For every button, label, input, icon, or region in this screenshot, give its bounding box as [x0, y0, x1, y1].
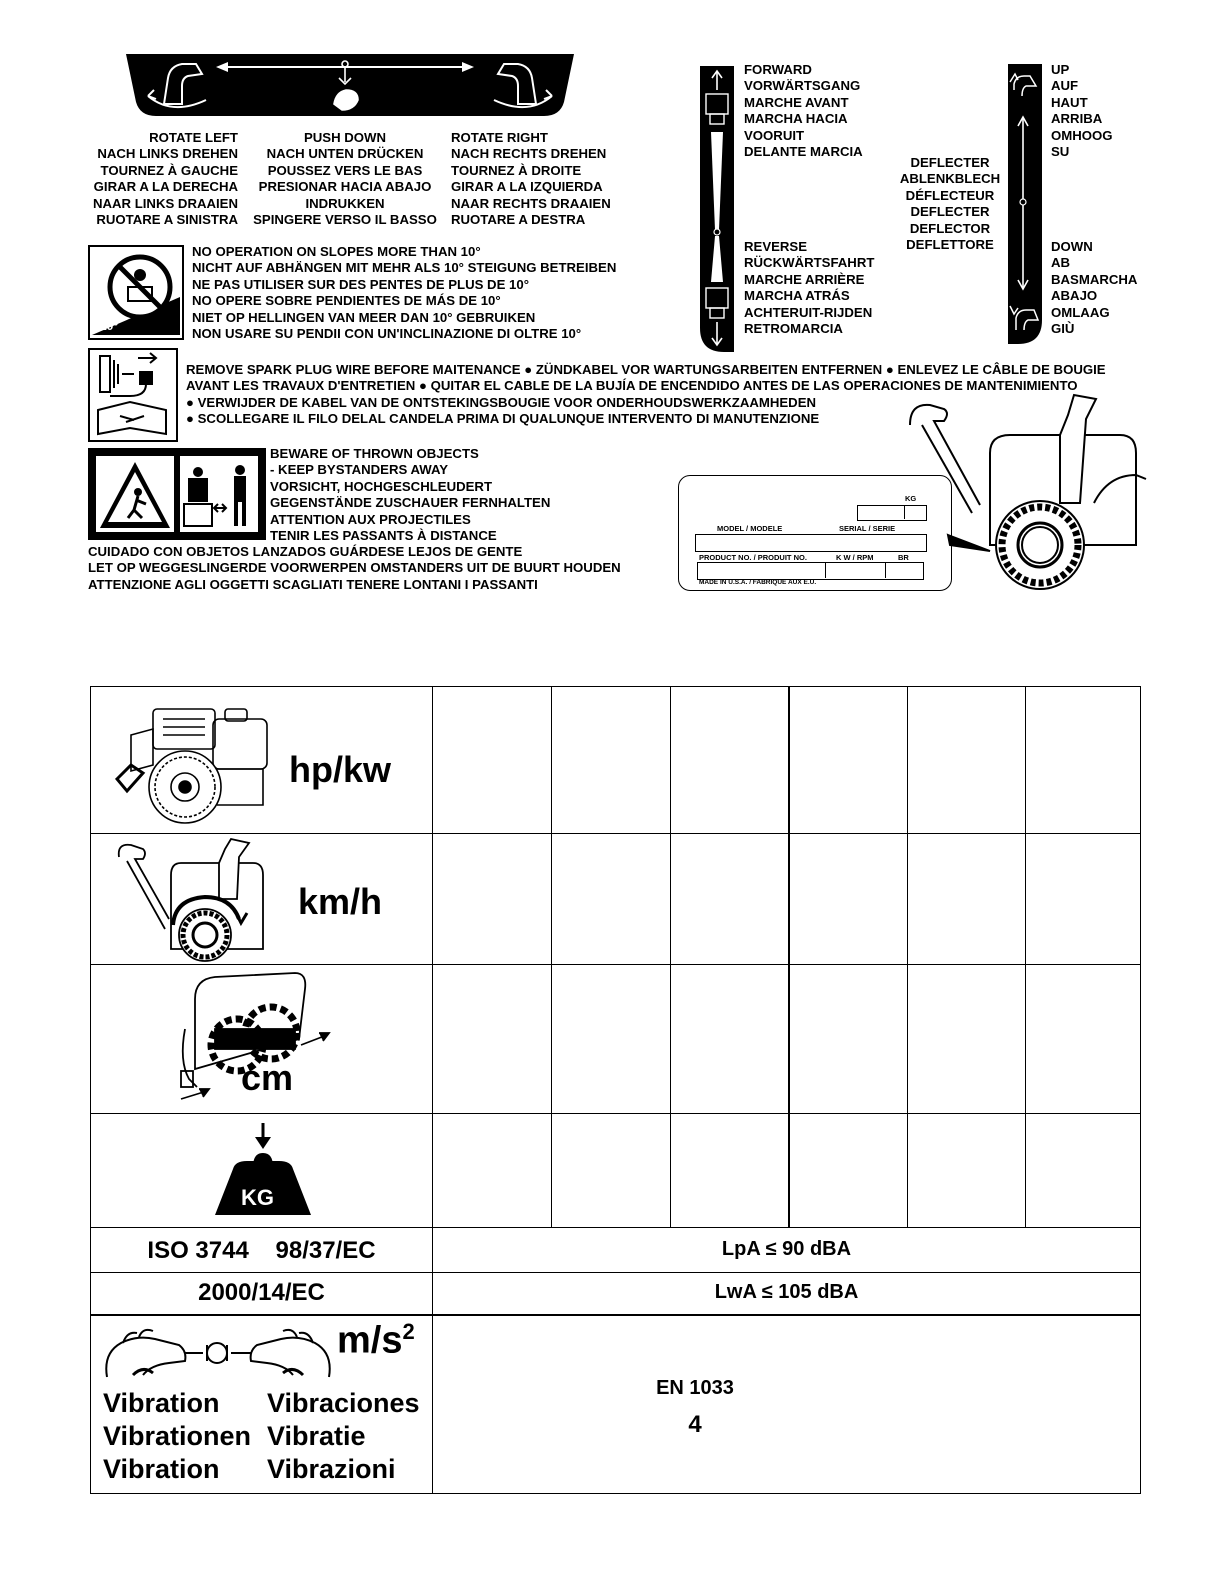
vibration-standard: EN 1033 — [656, 1377, 734, 1399]
slope-warning-text: NO OPERATION ON SLOPES MORE THAN 10° NICHT AUF ABHÄNGEN MIT MEHR ALS 10° STEIGUNG BETREIBEN NE PAS UTILISER SUR DES PENTES DE PLUS DE 10° NO OPERE SOBRE PENDIENTES DE MÁS DE 10° NIET OP HELLINGEN VAN MEER DAN 10° GEBRUIKEN NON USARE SU PENDII CON UN'INCLINAZIONE DI OLTRE 10° — [192, 244, 617, 342]
snowblower-drawing — [900, 395, 1150, 595]
deflector-down-labels: DOWN AB BASMARCHA ABAJO OMLAAG GIÙ — [1051, 239, 1138, 337]
nameplate: KG MODEL / MODELE SERIAL / SERIE PRODUCT NO. / PRODUIT NO. K W / RPM BR MADE IN U.S.A. / FABRIQUE AUX E.U. — [678, 475, 952, 591]
vibration-labels-left: Vibration Vibrationen Vibration — [103, 1388, 252, 1484]
slope-warning-icon — [88, 245, 184, 340]
thrown-objects-text-full: CUIDADO CON OBJETOS LANZADOS GUÁRDESE LEJOS DE GENTE LET OP WEGGESLINGERDE VOORWERPEN OMSTANDERS UIT DE BUURT HOUDEN ATTENZIONE AGLI OGGETTI SCAGLIATI TENERE LONTANI I PASSANTI — [88, 544, 621, 592]
thrown-objects-icon — [88, 448, 266, 540]
push-down-labels: PUSH DOWN NACH UNTEN DRÜCKEN POUSSEZ VERS LE BAS PRESIONAR HACIA ABAJO INDRUKKEN SPINGERE VERSO IL BASSO — [253, 130, 437, 228]
spec-table — [90, 686, 1141, 1494]
slope-badge: >10° — [93, 319, 119, 333]
rotate-left-labels: ROTATE LEFT NACH LINKS DREHEN TOURNEZ À GAUCHE GIRAR A LA DERECHA NAAR LINKS DRAAIEN RUOTARE A SINISTRA — [92, 130, 238, 228]
drive-speed-decal — [698, 62, 736, 352]
page-number: 4 — [688, 1411, 702, 1438]
deflector-up-labels: UP AUF HAUT ARRIBA OMHOOG SU — [1051, 62, 1113, 160]
engine-icon — [113, 695, 273, 827]
speed-icon — [113, 839, 273, 963]
forward-labels: FORWARD VORWÄRTSGANG MARCHE AVANT MARCHA HACIA VOORUIT DELANTE MARCIA — [744, 62, 863, 160]
noise-standard: ISO 3744 98/37/EC — [147, 1237, 376, 1264]
spark-plug-icon — [88, 348, 178, 442]
vibration-hands-icon — [103, 1323, 333, 1383]
engine-unit: hp/kw — [289, 749, 392, 790]
deflector-decal — [1006, 62, 1044, 344]
directive: 2000/14/EC — [198, 1279, 325, 1306]
deflector-labels: DEFLECTER ABLENKBLECH DÉFLECTEUR DEFLECTER DEFLECTOR DEFLETTORE — [899, 155, 1001, 253]
noise-lwa: LwA ≤ 105 dBA — [714, 1281, 859, 1303]
vibration-labels-right: Vibraciones Vibratie Vibrazioni — [267, 1388, 420, 1484]
thrown-objects-text: BEWARE OF THROWN OBJECTS - KEEP BYSTANDERS AWAY VORSICHT, HOCHGESCHLEUDERT GEGENSTÄNDE ZUSCHAUER FERNHALTEN ATTENTION AUX PROJECTILES TENIR LES PASSANTS À DISTANCE — [270, 446, 551, 544]
reverse-labels: REVERSE RÜCKWÄRTSFAHRT MARCHE ARRIÈRE MARCHA ATRÁS ACHTERUIT-RIJDEN RETROMARCIA — [744, 239, 875, 337]
rotate-right-labels: ROTATE RIGHT NACH RECHTS DREHEN TOURNEZ À DROITE GIRAR A LA IZQUIERDA NAAR RECHTS DRAAIEN RUOTARE A DESTRA — [451, 130, 611, 228]
width-unit: cm — [241, 1057, 294, 1098]
noise-lpa: LpA ≤ 90 dBA — [721, 1238, 852, 1260]
weight-badge: KG — [241, 1185, 274, 1210]
chute-rotation-decal — [124, 52, 576, 120]
speed-unit: km/h — [298, 881, 383, 922]
spark-plug-warning-text: REMOVE SPARK PLUG WIRE BEFORE MAITENANCE ● ZÜNDKABEL VOR WARTUNGSARBEITEN ENTFERNEN ● ENLEVEZ LE CÂBLE DE BOUGIE AVANT LES TRAVAUX D'ENTRETIEN ● QUITAR EL CABLE DE LA BUJÍA DE ENCENDIDO ANTES DE LAS OPERACIONES DE MANTENIMIENTO ● VERWIJDER DE KABEL VAN DE ONTSTEKINGSBOUGIE VOOR ONDERHOUDSWERKZAAMHEDEN ● SCOLLEGARE IL FILO DELAL CANDELA PRIMA DI QUALUNQUE INTERVENTO DI MANUTENZIONE — [186, 362, 1106, 427]
vibration-unit: $m/s^2$ — [337, 1319, 415, 1362]
